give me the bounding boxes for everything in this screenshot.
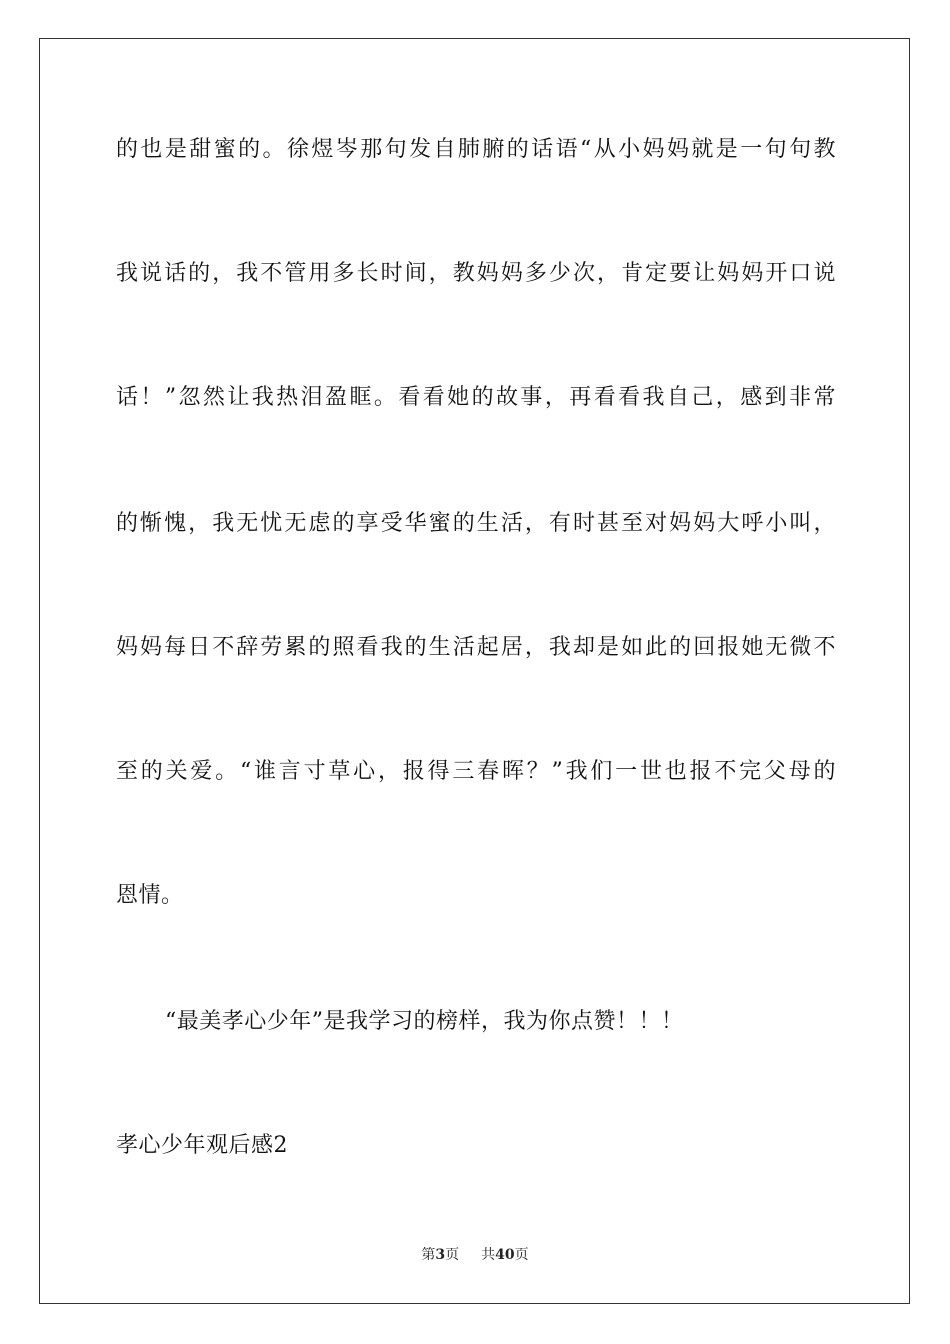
body-line-6: 至的关爱。“谁言寸草心，报得三春晖？”我们一世也报不完父母的 [116,759,836,784]
body-line-4: 的惭愧，我无忧无虑的享受华蜜的生活，有时甚至对妈妈大呼小叫， [116,511,836,536]
body-line-7: 恩情。 [116,883,184,908]
footer-page-suffix: 页 [445,1247,460,1263]
page-footer [0,1245,950,1265]
closing-paragraph: “最美孝心少年”是我学习的榜样，我为你点赞！！！ [165,1009,684,1034]
page-frame [39,38,910,1304]
footer-total-suffix: 页 [514,1247,529,1263]
footer-page-number: 3 [435,1247,446,1263]
body-line-5: 妈妈每日不辞劳累的照看我的生活起居，我却是如此的回报她无微不 [116,635,836,660]
footer-total-pages: 40 [495,1247,515,1263]
body-line-1: 的也是甜蜜的。徐煜岑那句发自肺腑的话语“从小妈妈就是一句句教 [116,137,836,162]
section-heading: 孝心少年观后感2 [116,1133,288,1158]
body-line-3: 话！”忽然让我热泪盈眶。看看她的故事，再看看我自己，感到非常 [116,385,836,410]
body-line-2: 我说话的，我不管用多长时间，教妈妈多少次，肯定要让妈妈开口说 [116,261,836,286]
footer-page-prefix: 第 [421,1247,436,1263]
footer-total-prefix: 共 [481,1247,496,1263]
